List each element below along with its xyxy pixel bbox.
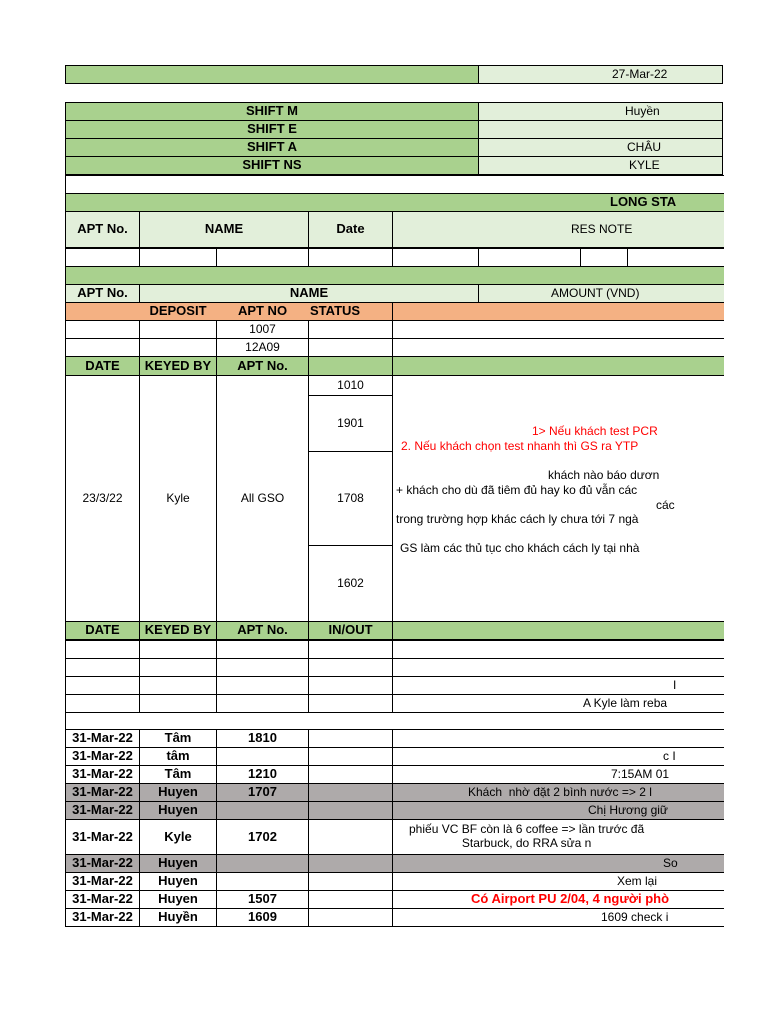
divider — [392, 302, 393, 321]
deposit-header: DEPOSIT — [149, 303, 207, 319]
shift-e-person — [478, 120, 723, 139]
log-cell[interactable] — [308, 658, 393, 677]
deposit-cell[interactable] — [65, 338, 140, 357]
log-cell[interactable] — [216, 658, 309, 677]
shift-a-label: SHIFT A — [65, 138, 479, 157]
log-cell[interactable] — [139, 676, 217, 695]
notes-apt-header: APT No. — [216, 356, 309, 376]
notes-room: 1901 — [308, 395, 393, 452]
notes-room: 1708 — [308, 451, 393, 546]
log-inout-cell[interactable] — [308, 729, 393, 748]
long-stay-apt-header: APT No. — [65, 211, 140, 248]
deposit-apt-12a09[interactable]: 12A09 — [216, 338, 309, 357]
log-cell[interactable] — [65, 694, 140, 713]
log-apt-cell[interactable] — [216, 854, 309, 873]
notes-line-4: trong trường hợp khác cách ly chưa tới 7 ngà — [396, 512, 639, 527]
log-inout-cell[interactable] — [308, 801, 393, 820]
long-stay-note-header: RES NOTE — [392, 211, 725, 248]
log-cell[interactable] — [139, 694, 217, 713]
long-stay-title: LONG STA — [65, 193, 725, 212]
log-note-cell[interactable]: c I — [392, 747, 725, 766]
log-note-cell[interactable] — [392, 729, 725, 748]
notes-line-1: khách nào báo dươn — [548, 468, 660, 483]
log-note-cell[interactable]: Khách nhờ đặt 2 bình nước => 2 l — [392, 783, 725, 802]
log-apt-cell[interactable]: 1507 — [216, 890, 309, 909]
log-cell[interactable] — [308, 640, 393, 659]
notes-date: 23/3/22 — [65, 375, 140, 622]
log-by-cell[interactable]: tâm — [139, 747, 217, 766]
long-stay-cell[interactable] — [65, 248, 140, 267]
log-date-cell[interactable]: 31-Mar-22 — [65, 872, 140, 891]
long-stay-cell[interactable] — [580, 248, 628, 267]
log-by-cell[interactable]: Tâm — [139, 729, 217, 748]
log-date-cell[interactable]: 31-Mar-22 — [65, 801, 140, 820]
log-by-cell[interactable]: Huyen — [139, 783, 217, 802]
log-cell[interactable] — [392, 640, 725, 659]
deposit-apt-1007[interactable]: 1007 — [216, 320, 309, 339]
log-note[interactable]: I — [392, 676, 725, 695]
section-separator — [65, 266, 725, 285]
log-note-cell[interactable]: Có Airport PU 2/04, 4 người phò — [392, 890, 725, 909]
deposit-cell[interactable] — [139, 320, 217, 339]
log-by-cell[interactable]: Huyen — [139, 890, 217, 909]
log-apt-cell[interactable]: 1702 — [216, 819, 309, 855]
header-green-bar — [65, 65, 479, 84]
log-date-cell[interactable]: 31-Mar-22 — [65, 747, 140, 766]
deposit-cell[interactable] — [308, 338, 393, 357]
long-stay-cell[interactable] — [627, 248, 725, 267]
log-date-cell[interactable]: 31-Mar-22 — [65, 765, 140, 784]
deposit-apt-header: APT NO — [237, 303, 288, 319]
log-date-cell[interactable]: 31-Mar-22 — [65, 729, 140, 748]
shift-m-label: SHIFT M — [65, 102, 479, 121]
shift-ns-label: SHIFT NS — [65, 156, 479, 175]
log-by-cell[interactable]: Tâm — [139, 765, 217, 784]
shift-ns-person: KYLE — [478, 156, 723, 175]
long-stay-cell[interactable] — [139, 248, 217, 267]
log-by-cell[interactable]: Kyle — [139, 819, 217, 855]
log-note-cell[interactable]: Xem lại — [392, 872, 725, 891]
notes-header-cell — [308, 356, 393, 376]
log-inout-cell[interactable] — [308, 872, 393, 891]
amount-header: AMOUNT (VND) — [478, 284, 725, 303]
log-cell[interactable] — [216, 694, 309, 713]
log-blank-row — [65, 712, 725, 730]
deposit-status-header: STATUS — [310, 303, 361, 319]
log-date-cell[interactable]: 31-Mar-22 — [65, 854, 140, 873]
log-cell[interactable] — [65, 658, 140, 677]
notes-line-2: + khách cho dù đã tiêm đủ hay ko đủ vẫn các — [396, 483, 638, 498]
log-cell[interactable] — [308, 694, 393, 713]
page-edge — [724, 0, 768, 1024]
log-cell[interactable] — [308, 676, 393, 695]
notes-keyed-by: Kyle — [139, 375, 217, 622]
log-cell[interactable] — [392, 658, 725, 677]
deposit-cell[interactable] — [65, 320, 140, 339]
log-by-cell[interactable]: Huyền — [139, 908, 217, 927]
log-note[interactable]: A Kyle làm reba — [392, 694, 725, 713]
log-cell[interactable] — [139, 658, 217, 677]
log-inout-cell[interactable] — [308, 854, 393, 873]
log-header-cell — [392, 621, 725, 640]
blank-row — [65, 175, 725, 194]
notes-room: 1602 — [308, 545, 393, 622]
log-apt-cell[interactable]: 1609 — [216, 908, 309, 927]
amount-apt-header: APT No. — [65, 284, 140, 303]
log-apt-cell[interactable]: 1210 — [216, 765, 309, 784]
notes-apt: All GSO — [216, 375, 309, 622]
log-date-cell[interactable]: 31-Mar-22 — [65, 783, 140, 802]
log-date-cell[interactable]: 31-Mar-22 — [65, 908, 140, 927]
log-note-cell[interactable]: 1609 check i — [392, 908, 725, 927]
deposit-cell[interactable] — [392, 320, 725, 339]
report-date: 27-Mar-22 — [478, 65, 723, 84]
log-date-cell[interactable]: 31-Mar-22 — [65, 819, 140, 855]
log-note-cell[interactable]: Chị Hương giữ — [392, 801, 725, 820]
long-stay-name-header: NAME — [139, 211, 309, 248]
log-cell[interactable] — [139, 640, 217, 659]
log-inout-cell[interactable] — [308, 890, 393, 909]
shift-e-label: SHIFT E — [65, 120, 479, 139]
log-inout-cell[interactable] — [308, 819, 393, 855]
log-inout-cell[interactable] — [308, 747, 393, 766]
notes-header-cell — [392, 356, 725, 376]
notes-line-3: các — [656, 498, 675, 513]
deposit-cell[interactable] — [139, 338, 217, 357]
deposit-cell[interactable] — [308, 320, 393, 339]
log-cell[interactable] — [216, 676, 309, 695]
log-cell[interactable] — [65, 676, 140, 695]
log-by-cell[interactable]: Huyen — [139, 801, 217, 820]
notes-room: 1010 — [308, 375, 393, 396]
deposit-cell[interactable] — [392, 338, 725, 357]
log-inout-cell[interactable] — [308, 765, 393, 784]
log-note-cell[interactable]: phiếu VC BF còn là 6 coffee => lần trước đã Starbuck, do RRA sửa n — [392, 819, 725, 855]
notes-red-line-2: 2. Nếu khách chọn test nhanh thì GS ra YTP — [401, 439, 639, 454]
log-apt-header: APT No. — [216, 621, 309, 640]
long-stay-cell[interactable] — [308, 248, 393, 267]
log-apt-cell[interactable] — [216, 747, 309, 766]
log-apt-cell[interactable]: 1810 — [216, 729, 309, 748]
log-apt-cell[interactable] — [216, 801, 309, 820]
amount-name-header: NAME — [139, 284, 479, 303]
log-inout-cell[interactable] — [308, 783, 393, 802]
log-date-cell[interactable]: 31-Mar-22 — [65, 890, 140, 909]
notes-date-header: DATE — [65, 356, 140, 376]
notes-line-5: GS làm các thủ tục cho khách cách ly tại nhà — [400, 541, 640, 556]
shift-m-person: Huyền — [478, 102, 723, 121]
shift-a-person: CHÂU — [478, 138, 723, 157]
log-inout-header: IN/OUT — [308, 621, 393, 640]
log-cell[interactable] — [65, 640, 140, 659]
log-date-header: DATE — [65, 621, 140, 640]
log-by-cell[interactable]: Huyen — [139, 854, 217, 873]
long-stay-cell[interactable] — [478, 248, 581, 267]
long-stay-cell[interactable] — [392, 248, 479, 267]
log-cell[interactable] — [216, 640, 309, 659]
log-note-cell[interactable]: 7:15AM 01 — [392, 765, 725, 784]
notes-red-line-1: 1> Nếu khách test PCR — [532, 424, 658, 439]
long-stay-cell[interactable] — [216, 248, 309, 267]
log-apt-cell[interactable]: 1707 — [216, 783, 309, 802]
log-by-cell[interactable]: Huyen — [139, 872, 217, 891]
log-inout-cell[interactable] — [308, 908, 393, 927]
log-apt-cell[interactable] — [216, 872, 309, 891]
notes-keyed-header: KEYED BY — [139, 356, 217, 376]
log-keyed-header: KEYED BY — [139, 621, 217, 640]
log-note-cell[interactable]: So — [392, 854, 725, 873]
long-stay-date-header: Date — [308, 211, 393, 248]
